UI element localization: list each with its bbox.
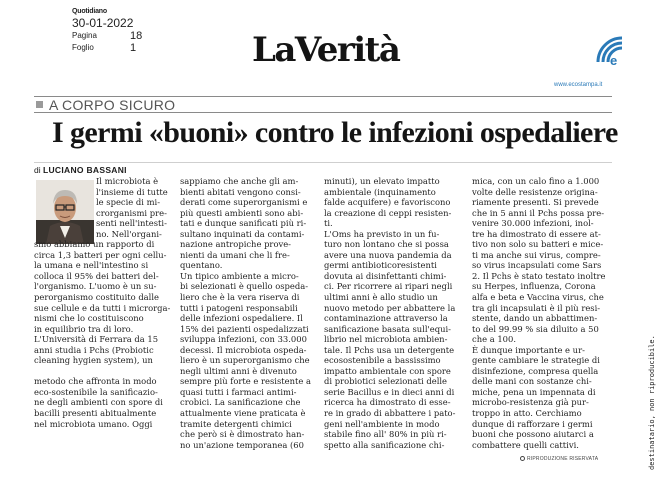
article-line: disinfezione, compresa quella (472, 365, 599, 376)
sheet-label: Foglio (72, 43, 94, 52)
article-line: sultano inquinati da contami- (180, 228, 305, 239)
article-line: attualmente viene praticata è (180, 408, 306, 419)
article-line: microbo-resistenza già pur- (472, 397, 589, 408)
article-line: minuti), un elevato impatto (324, 176, 440, 186)
article-line: che però si è dimostrato han- (180, 429, 305, 440)
article-line: librio nel microbiota ambien- (324, 334, 448, 345)
article-line: liero è un superorganismo che (180, 355, 310, 366)
article-line: delle mani con sostanze chi- (472, 376, 592, 387)
ecostampa-logo-icon (592, 32, 628, 68)
article-line: bacilli presenti abitualmente (34, 408, 157, 419)
article-line: tivo non solo su batteri e mice- (472, 239, 604, 250)
article-line: ti ma anche sui virus, compre- (472, 249, 601, 260)
source-label: Quotidiano (72, 8, 107, 15)
article-line: tale. Il Pchs usa un detergente (324, 344, 455, 355)
article-line: perorganismo costituito dalle (34, 292, 159, 303)
section-square-icon (36, 101, 43, 108)
article-line: ultimi anni è allo studio un (324, 292, 438, 303)
article-line: sempre più forte e resistente a (180, 376, 311, 387)
article-line: Un tipico ambiente a micro- (180, 270, 299, 281)
article-line: riamente presenti. Si prevede (472, 197, 599, 208)
article-line: stabile fino all' 80% in più ri- (324, 429, 447, 440)
article-line: tramite detergenti chimici (180, 418, 292, 429)
article-line: ecosostenibile a bassissimo (324, 355, 441, 366)
article-line: su Herpes, influenza, Corona (472, 281, 596, 292)
article-line: dunque di rafforzare i germi (472, 418, 593, 429)
article-line: decessi. Il microbiota ospeda- (180, 344, 307, 355)
article-line: eco-sostenibile la sanificazio- (34, 386, 158, 397)
article-line: bienti abitati vengono consi- (180, 186, 301, 197)
article-line: volte delle resistenze origina- (472, 186, 598, 197)
article-line: tati e dunque sanificati più ri- (180, 218, 307, 229)
article-line: tra gli incapsulati è il più resi- (472, 302, 601, 313)
byline-prefix: di (34, 165, 41, 175)
article-column-4 (472, 176, 612, 450)
logo-url: www.ecostampa.it (554, 82, 603, 88)
article-line: to del 99.99 % sia diluito a 50 (472, 323, 599, 334)
article-line: delle infezioni ospedaliere. Il (180, 313, 303, 324)
newspaper-masthead: LaVerità (252, 30, 400, 70)
article-column-2 (180, 176, 312, 450)
article-line: quasi tutti i farmaci antimi- (180, 386, 297, 397)
article-line: gente cambiare le strategie di (472, 355, 600, 366)
article-line: ne degli ambienti con spore di (34, 397, 163, 408)
article-line: troppo in atto. Cerchiamo (472, 408, 582, 419)
article-line: senti nell'intesti- (96, 218, 167, 229)
article-line: circa 1,3 batteri per ogni cellu- (34, 249, 167, 260)
article-line: nismi che lo costituiscono (34, 313, 144, 324)
article-line (34, 366, 174, 377)
article-line: liero che è la vera riserva di (180, 292, 300, 303)
article-headline: I germi «buoni» contro le infezioni ospedaliere (52, 116, 618, 149)
article-line: in equilibrio tra di loro. (34, 323, 134, 334)
article-line: turo non lontano che si possa (324, 239, 449, 250)
article-line: le specie di mi- (96, 197, 161, 208)
article-line: re in grado di abbattere i pato- (324, 408, 456, 419)
issue-date: 30-01-2022 (72, 16, 134, 30)
article-line: combattere quelli cattivi. (472, 439, 579, 450)
side-note: destinatario, non riproducibile. (648, 335, 656, 470)
article-line: 15% dei pazienti ospedalizzati (180, 323, 309, 334)
article-line: crobici. La sanificazione che (180, 397, 301, 408)
article-line: che a 100. (472, 334, 517, 345)
svg-text:e: e (610, 53, 618, 68)
section-rule-bottom (34, 112, 612, 113)
article-line: spetto alla sanificazione chi- (324, 439, 445, 450)
page-value: 18 (130, 30, 143, 42)
article-line: stente, dando un abbattimen- (472, 313, 598, 324)
meta-block (72, 8, 142, 54)
article-line: nel microbiota umano. Oggi (34, 418, 153, 429)
copyright-icon (520, 456, 525, 461)
author-name: LUCIANO BASSANI (43, 165, 127, 175)
section-label (34, 97, 175, 112)
reproduction-notice-text: RIPRODUZIONE RISERVATA (527, 456, 599, 462)
article-line: quentano. (180, 260, 223, 271)
article-line: ti. (324, 218, 333, 229)
article-line: ci. Per ricorrere ai ripari negli (324, 281, 453, 292)
article-line: bi selezionati è quello ospeda- (180, 281, 309, 292)
article-line: sanificazione basata sull'equi- (324, 323, 452, 334)
article-column-3 (324, 176, 458, 450)
article-line: contaminazione attraverso la (324, 313, 448, 324)
article-line: tutti i patogeni responsabili (180, 302, 298, 313)
article-line: buoni che possono aiutarci a (472, 429, 594, 440)
article-line: serie Bacillus e in dieci anni di (324, 386, 455, 397)
article-line: tre ha dimostrato di essere at- (472, 228, 601, 239)
article-line: sue cellule e da tutti i microrga- (34, 302, 171, 313)
article-line: alfa e beta e Vaccina virus, che (472, 292, 604, 303)
article-line: l'organismo. L'uomo è un su- (34, 281, 157, 292)
article-line: anni studia i Pchs (Probiotic (34, 344, 154, 355)
reproduction-notice (520, 456, 598, 462)
article-line: negli ultimi anni è divenuto (180, 365, 297, 376)
sheet-value: 1 (130, 42, 137, 54)
article-line: l'insieme di tutte (96, 186, 168, 197)
byline-rule (34, 162, 612, 163)
article-line: di probiotici selezionati delle (324, 376, 448, 387)
article-line: che in 5 anni il Pchs possa pre- (472, 207, 605, 218)
article-line: ricerca ha dimostrato di esse- (324, 397, 451, 408)
article-line: geni nell'ambiente in modo (324, 418, 440, 429)
article-line: avere una nuova pandemia da (324, 249, 452, 260)
article-line: È dunque importante e ur- (472, 344, 585, 355)
article-line: la creazione di ceppi resisten- (324, 207, 452, 218)
article-line: nienti da umani che li fre- (180, 249, 290, 260)
article-line: nazione antropiche prove- (180, 239, 291, 250)
article-line: venire 30.000 infezioni, inol- (472, 218, 594, 229)
article-line: dovuta ai disinfettanti chimi- (324, 270, 447, 281)
article-line: sappiamo che anche gli am- (180, 176, 299, 186)
section-title: A CORPO SICURO (49, 96, 176, 113)
article-line: nuovo metodo per abbattere la (324, 302, 456, 313)
article-line: derati come superorganismi e (180, 197, 308, 208)
article-line: sviluppa infezioni, con 33.000 (180, 334, 307, 345)
article-line: miche, pena un impennata di (472, 386, 596, 397)
article-line: no. Nell'organi- (96, 228, 162, 239)
article-line: germi antibioticoresistenti (324, 260, 437, 271)
article-line: metodo che affronta in modo (34, 376, 157, 387)
article-line: impatto ambientale con spore (324, 365, 451, 376)
article-line: so virus incapsulati come Sars (472, 260, 602, 271)
byline (34, 165, 127, 175)
page-label: Pagina (72, 31, 97, 40)
article-line: smo abbiamo un rapporto di (34, 239, 155, 250)
article-line: no un'azione temporanea (60 (180, 439, 304, 450)
article-line: colloca il 95% dei batteri del- (34, 270, 159, 281)
article-line: mica, con un calo fino a 1.000 (472, 176, 600, 186)
article-line: 2. Il Pchs è stato testato inoltre (472, 270, 606, 281)
article-line: crorganismi pre- (96, 207, 167, 218)
article-line: L'Università di Ferrara da 15 (34, 334, 159, 345)
article-line: più questi ambienti sono abi- (180, 207, 304, 218)
article-line: falde acquifere) e favoriscono (324, 197, 451, 208)
article-line: la umana e nell'intestino si (34, 260, 149, 271)
article-column-1 (34, 176, 174, 429)
article-line: L'Oms ha previsto in un fu- (324, 228, 440, 239)
article-line: Il microbiota è (96, 176, 159, 186)
article-line: cleaning hygien system), un (34, 355, 153, 366)
article-line: ambientale (inquinamento (324, 186, 436, 197)
